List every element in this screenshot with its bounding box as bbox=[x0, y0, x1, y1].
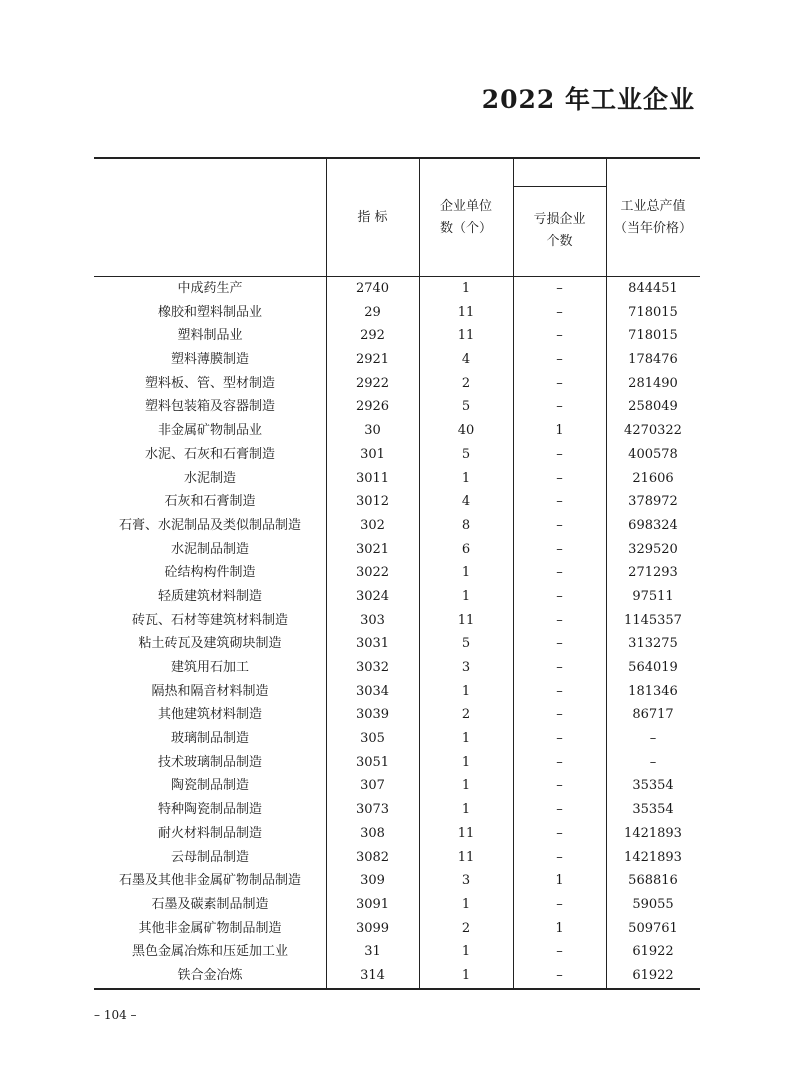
row-code: 305 bbox=[360, 731, 385, 747]
table-row bbox=[94, 561, 700, 585]
table-body bbox=[94, 277, 700, 988]
table-row bbox=[94, 869, 700, 893]
row-loss: – bbox=[556, 849, 563, 865]
table-row bbox=[94, 419, 700, 443]
header-loss-line1: 亏损企业 bbox=[533, 212, 586, 227]
row-units: 2 bbox=[461, 920, 471, 936]
row-name: 砖瓦、石材等建筑材料制造 bbox=[131, 612, 288, 628]
table-row bbox=[94, 964, 700, 988]
row-units: 1 bbox=[461, 896, 471, 912]
row-code: 3039 bbox=[355, 707, 390, 723]
page-number: – 104 – bbox=[94, 1008, 137, 1022]
row-loss: – bbox=[556, 683, 563, 699]
table-row bbox=[94, 467, 700, 491]
row-code: 309 bbox=[360, 873, 385, 889]
row-name: 砼结构构件制造 bbox=[164, 565, 256, 581]
row-loss: – bbox=[556, 541, 563, 557]
table-row bbox=[94, 514, 700, 538]
row-loss: – bbox=[556, 328, 563, 344]
row-code: 3051 bbox=[355, 754, 390, 770]
row-loss: 1 bbox=[555, 423, 564, 439]
row-name: 石膏、水泥制品及类似制品制造 bbox=[118, 517, 301, 533]
table-row bbox=[94, 751, 700, 775]
row-units: 40 bbox=[457, 423, 475, 439]
row-loss: – bbox=[556, 588, 563, 604]
table-row bbox=[94, 585, 700, 609]
row-name: 轻质建筑材料制造 bbox=[157, 588, 262, 604]
row-units: 11 bbox=[457, 304, 475, 320]
row-name: 塑料制品业 bbox=[177, 328, 243, 344]
row-units: 5 bbox=[461, 399, 471, 415]
table-row bbox=[94, 372, 700, 396]
row-name: 陶瓷制品制造 bbox=[170, 778, 249, 794]
table-row bbox=[94, 680, 700, 704]
row-units: 1 bbox=[461, 802, 471, 818]
row-name: 水泥制品制造 bbox=[170, 541, 249, 557]
row-code: 292 bbox=[360, 328, 385, 344]
row-loss: – bbox=[556, 399, 563, 415]
row-name: 建筑用石加工 bbox=[170, 660, 249, 675]
row-name: 塑料包装箱及容器制造 bbox=[144, 399, 275, 415]
row-code: 3032 bbox=[355, 660, 390, 675]
table-bottom-rule bbox=[94, 988, 700, 990]
row-output: 313275 bbox=[628, 636, 678, 652]
table-row bbox=[94, 443, 700, 467]
table-row bbox=[94, 727, 700, 751]
row-code: 303 bbox=[360, 612, 385, 628]
header-output-line2: （当年价格） bbox=[613, 221, 692, 236]
header-loss-line2: 个数 bbox=[546, 234, 573, 249]
row-code: 3012 bbox=[355, 494, 390, 510]
row-units: 1 bbox=[461, 778, 471, 794]
row-loss: – bbox=[556, 612, 563, 628]
row-name: 塑料板、管、型材制造 bbox=[144, 375, 275, 391]
row-output: 568816 bbox=[628, 873, 678, 889]
header-output-line1: 工业总产值 bbox=[620, 199, 686, 214]
table-row bbox=[94, 538, 700, 562]
row-units: 11 bbox=[457, 612, 475, 628]
row-units: 1 bbox=[461, 470, 471, 486]
row-code: 3073 bbox=[355, 802, 390, 818]
row-output: 4270322 bbox=[624, 423, 682, 439]
row-name: 中成药生产 bbox=[177, 281, 243, 296]
row-name: 其他建筑材料制造 bbox=[157, 707, 262, 723]
row-loss: – bbox=[556, 470, 563, 486]
row-name: 云母制品制造 bbox=[170, 849, 249, 865]
row-loss: – bbox=[556, 754, 563, 770]
row-code: 3082 bbox=[355, 849, 390, 865]
row-loss: – bbox=[556, 494, 563, 510]
header-units bbox=[419, 196, 513, 240]
row-name: 特种陶瓷制品制造 bbox=[157, 802, 262, 818]
row-loss: – bbox=[556, 352, 563, 368]
table-row bbox=[94, 893, 700, 917]
row-units: 1 bbox=[461, 281, 471, 296]
column-divider bbox=[606, 277, 607, 988]
row-units: 2 bbox=[461, 707, 471, 723]
table-row bbox=[94, 656, 700, 680]
row-units: 6 bbox=[461, 541, 471, 557]
row-code: 3021 bbox=[355, 541, 390, 557]
row-code: 3024 bbox=[355, 588, 390, 604]
row-units: 2 bbox=[461, 375, 471, 391]
row-loss: – bbox=[556, 778, 563, 794]
row-output: 35354 bbox=[632, 778, 674, 794]
table-row bbox=[94, 632, 700, 656]
row-output: 718015 bbox=[628, 304, 678, 320]
row-output: 509761 bbox=[628, 920, 678, 936]
row-loss: – bbox=[556, 281, 563, 296]
row-output: 718015 bbox=[628, 328, 678, 344]
row-name: 水泥制造 bbox=[183, 470, 236, 486]
row-units: 1 bbox=[461, 754, 471, 770]
row-output: 61922 bbox=[632, 944, 674, 960]
row-code: 2921 bbox=[355, 352, 390, 368]
row-output: 86717 bbox=[632, 707, 674, 723]
row-output: 21606 bbox=[632, 470, 674, 486]
column-divider bbox=[513, 277, 514, 988]
row-units: 11 bbox=[457, 825, 475, 841]
row-loss: – bbox=[556, 707, 563, 723]
page-title: 2022 年工业企业 bbox=[481, 85, 695, 114]
row-code: 3022 bbox=[355, 565, 390, 581]
row-loss: 1 bbox=[555, 873, 564, 889]
row-name: 玻璃制品制造 bbox=[170, 731, 249, 747]
row-output: 329520 bbox=[628, 541, 678, 557]
row-code: 29 bbox=[364, 304, 381, 320]
row-code: 302 bbox=[360, 517, 385, 533]
header-output bbox=[606, 196, 700, 240]
row-loss: – bbox=[556, 660, 563, 675]
row-code: 2922 bbox=[355, 375, 390, 391]
row-units: 5 bbox=[461, 636, 471, 652]
row-units: 8 bbox=[461, 517, 471, 533]
row-name: 非金属矿物制品业 bbox=[157, 423, 262, 439]
row-name: 水泥、石灰和石膏制造 bbox=[144, 446, 275, 462]
row-name: 耐火材料制品制造 bbox=[157, 825, 262, 841]
row-output: 178476 bbox=[628, 352, 678, 368]
row-name: 技术玻璃制品制造 bbox=[157, 754, 262, 770]
row-code: 3099 bbox=[355, 920, 390, 936]
row-loss: – bbox=[556, 375, 563, 391]
row-output: 61922 bbox=[632, 967, 674, 983]
row-code: 308 bbox=[360, 825, 385, 841]
row-output: – bbox=[649, 754, 657, 770]
header-units-line2: 数（个） bbox=[439, 221, 492, 236]
row-code: 3091 bbox=[355, 896, 390, 912]
row-code: 314 bbox=[360, 967, 385, 983]
row-code: 2926 bbox=[355, 399, 390, 415]
row-loss: – bbox=[556, 967, 563, 983]
row-name: 塑料薄膜制造 bbox=[170, 352, 249, 368]
column-divider bbox=[326, 277, 327, 988]
row-output: 1145357 bbox=[624, 612, 682, 628]
row-units: 1 bbox=[461, 565, 471, 581]
table-row bbox=[94, 940, 700, 964]
row-code: 3031 bbox=[355, 636, 390, 652]
table-row bbox=[94, 324, 700, 348]
row-units: 3 bbox=[461, 660, 471, 675]
table-row bbox=[94, 301, 700, 325]
row-output: 59055 bbox=[632, 896, 674, 912]
row-loss: – bbox=[556, 565, 563, 581]
row-output: 97511 bbox=[632, 588, 674, 604]
table-row bbox=[94, 395, 700, 419]
row-name: 黑色金属冶炼和压延加工业 bbox=[131, 944, 288, 960]
row-name: 铁合金冶炼 bbox=[177, 967, 243, 983]
row-units: 1 bbox=[461, 683, 471, 699]
row-output: 35354 bbox=[632, 802, 674, 818]
row-name: 石墨及其他非金属矿物制品制造 bbox=[118, 873, 301, 889]
row-name: 石灰和石膏制造 bbox=[164, 494, 256, 510]
row-code: 3011 bbox=[355, 470, 390, 486]
row-code: 3034 bbox=[355, 683, 390, 699]
header-loss bbox=[513, 209, 606, 253]
row-units: 11 bbox=[457, 328, 475, 344]
row-name: 石墨及碳素制品制造 bbox=[151, 896, 269, 912]
row-loss: – bbox=[556, 731, 563, 747]
row-name: 粘土砖瓦及建筑砌块制造 bbox=[138, 636, 282, 652]
row-units: 4 bbox=[461, 352, 471, 368]
row-units: 3 bbox=[461, 873, 471, 889]
table-row bbox=[94, 822, 700, 846]
row-units: 11 bbox=[457, 849, 475, 865]
row-code: 307 bbox=[360, 778, 385, 794]
row-output: 271293 bbox=[628, 565, 678, 581]
row-output: 844451 bbox=[628, 281, 678, 296]
table-header bbox=[94, 159, 700, 277]
row-output: 378972 bbox=[628, 494, 678, 510]
header-subrule bbox=[513, 186, 606, 187]
row-output: 1421893 bbox=[624, 825, 682, 841]
row-output: 698324 bbox=[628, 517, 678, 533]
column-divider bbox=[419, 277, 420, 988]
row-units: 4 bbox=[461, 494, 471, 510]
row-units: 1 bbox=[461, 731, 471, 747]
row-loss: – bbox=[556, 802, 563, 818]
row-loss: 1 bbox=[555, 920, 564, 936]
statistics-table bbox=[94, 157, 700, 990]
table-row bbox=[94, 703, 700, 727]
header-indicator: 指 标 bbox=[357, 210, 388, 225]
row-output: 181346 bbox=[628, 683, 678, 699]
row-output: 281490 bbox=[628, 375, 678, 391]
row-output: 564019 bbox=[628, 660, 678, 675]
row-code: 30 bbox=[364, 423, 381, 439]
table-row bbox=[94, 348, 700, 372]
row-units: 1 bbox=[461, 967, 471, 983]
table-row bbox=[94, 798, 700, 822]
row-output: 258049 bbox=[628, 399, 678, 415]
row-units: 5 bbox=[461, 446, 471, 462]
row-output: 1421893 bbox=[624, 849, 682, 865]
row-name: 其他非金属矿物制品制造 bbox=[138, 920, 282, 936]
row-loss: – bbox=[556, 446, 563, 462]
row-name: 橡胶和塑料制品业 bbox=[157, 304, 262, 320]
table-row bbox=[94, 277, 700, 301]
table-row bbox=[94, 609, 700, 633]
row-output: 400578 bbox=[628, 446, 678, 462]
row-loss: – bbox=[556, 636, 563, 652]
table-row bbox=[94, 774, 700, 798]
row-loss: – bbox=[556, 517, 563, 533]
row-code: 301 bbox=[360, 446, 385, 462]
row-loss: – bbox=[556, 944, 563, 960]
row-output: – bbox=[649, 731, 657, 747]
row-code: 31 bbox=[364, 944, 381, 960]
table-row bbox=[94, 917, 700, 941]
row-units: 1 bbox=[461, 944, 471, 960]
row-name: 隔热和隔音材料制造 bbox=[151, 683, 269, 699]
header-units-line1: 企业单位 bbox=[439, 199, 492, 214]
row-loss: – bbox=[556, 896, 563, 912]
table-row bbox=[94, 490, 700, 514]
row-units: 1 bbox=[461, 588, 471, 604]
row-loss: – bbox=[556, 304, 563, 320]
table-row bbox=[94, 846, 700, 870]
row-loss: – bbox=[556, 825, 563, 841]
row-code: 2740 bbox=[355, 281, 390, 296]
